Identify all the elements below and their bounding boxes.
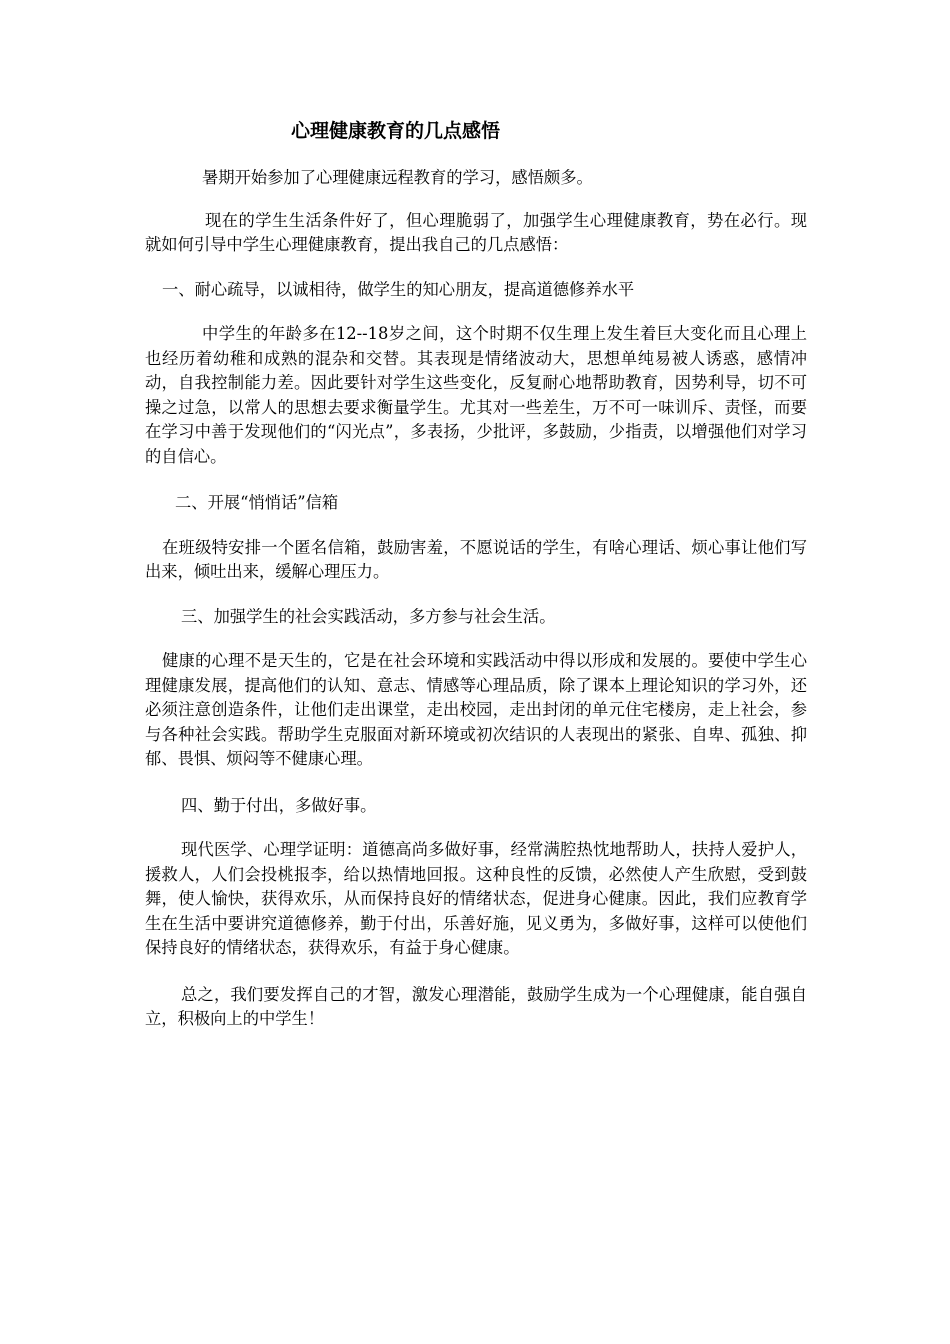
page-title: 心理健康教育的几点感悟 (291, 120, 501, 142)
section-heading-1: 一、耐心疏导，以诚相待，做学生的知心朋友，提高道德修养水平 (162, 279, 635, 299)
section-3-paragraph: 健康的心理不是天生的，它是在社会环境和实践活动中得以形成和发展的。要使中学生心理健康发展，提高他们的认知、意志、情感等心理品质，除了课本上理论知识的学习外，还必须注意创造条件，让他们走出课堂，走出校园，走出封闭的单元住宅楼房，走上社会，参与各种社会实践。帮助学生克服面对新环境或初次结识的人表现出的紧张、自卑、孤独、抑郁、畏惧、烦闷等不健康心理。 (145, 651, 807, 768)
section-2-paragraph: 在班级特安排一个匿名信箱，鼓励害羞，不愿说话的学生，有啥心理话、烦心事让他们写出来，倾吐出来，缓解心理压力。 (145, 537, 807, 581)
conclusion-paragraph: 总之，我们要发挥自己的才智，激发心理潜能，鼓励学生成为一个心理健康，能自强自立，积极向上的中学生！ (145, 984, 807, 1028)
section-1-paragraph: 中学生的年龄多在12--18岁之间，这个时期不仅生理上发生着巨大变化而且心理上也经历着幼稚和成熟的混杂和交替。其表现是情绪波动大，思想单纯易被人诱惑，感情冲动，自我控制能力差。因此要针对学生这些变化，反复耐心地帮助教育，因势利导，切不可操之过急，以常人的思想去要求衡量学生。尤其对一些差生，万不可一味训斥、责怪，而要在学习中善于发现他们的“闪光点”，多表扬，少批评，多鼓励，少指责，以增强他们对学习的自信心。 (145, 324, 807, 466)
background-paragraph: 现在的学生生活条件好了，但心理脆弱了，加强学生心理健康教育，势在必行。现就如何引导中学生心理健康教育，提出我自己的几点感悟： (145, 210, 807, 254)
section-heading-2: 二、开展“悄悄话”信箱 (175, 493, 339, 512)
section-heading-4: 四、勤于付出，多做好事。 (181, 795, 377, 815)
section-4-paragraph: 现代医学、心理学证明：道德高尚多做好事，经常满腔热忱地帮助人，扶持人爱护人，援救人，人们会投桃报李，给以热情地回报。这种良性的反馈，必然使人产生欣慰，受到鼓舞，使人愉快，获得欢乐，从而保持良好的情绪状态，促进身心健康。因此，我们应教育学生在生活中要讲究道德修养，勤于付出，乐善好施，见义勇为，多做好事，这样可以使他们保持良好的情绪状态，获得欢乐，有益于身心健康。 (145, 840, 807, 957)
section-heading-3: 三、加强学生的社会实践活动，多方参与社会生活。 (181, 606, 556, 626)
intro-paragraph: 暑期开始参加了心理健康远程教育的学习，感悟颇多。 (202, 168, 593, 187)
document-page (145, 118, 807, 1050)
